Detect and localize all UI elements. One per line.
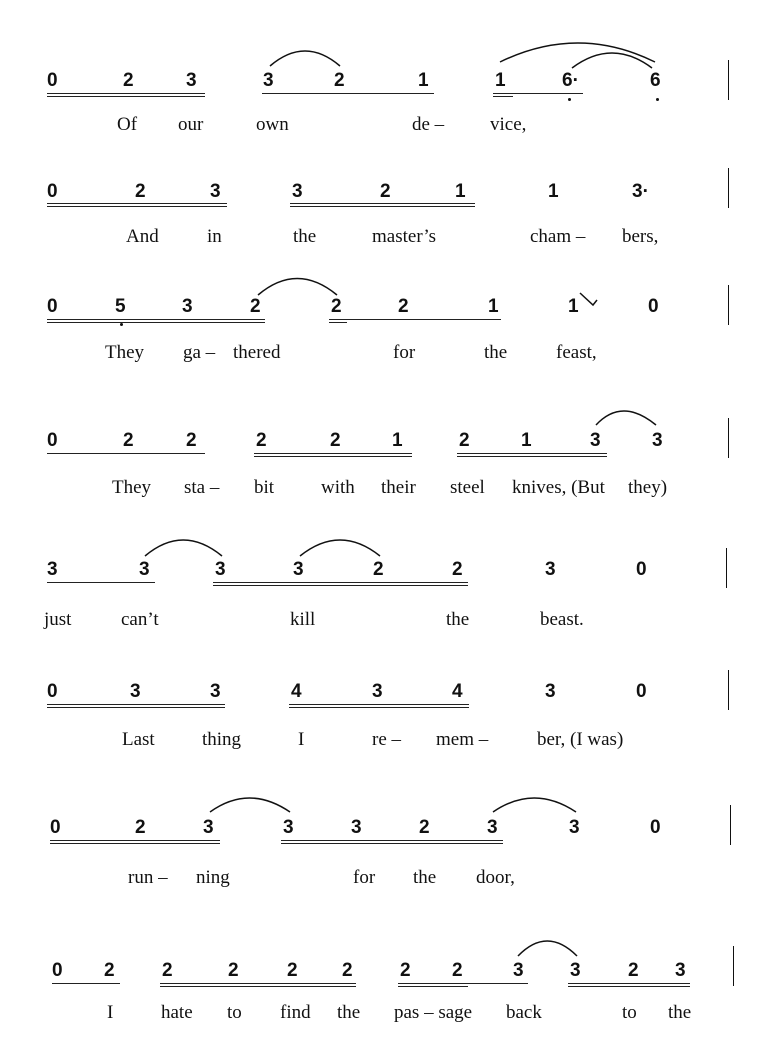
bar-line: [726, 548, 727, 588]
note: 2: [628, 960, 639, 981]
slur: [518, 941, 577, 956]
low-octave-dot: [568, 98, 571, 101]
lyric: back: [506, 1002, 542, 1023]
note: 1: [495, 70, 506, 91]
lyric: I: [107, 1002, 114, 1023]
note: 2: [330, 430, 341, 451]
lyric: steel: [450, 477, 485, 498]
note: 3: [372, 681, 383, 702]
slur: [493, 798, 576, 812]
note: 0: [52, 960, 63, 981]
beam-line: [160, 983, 356, 984]
beam-line: [493, 93, 583, 94]
note: 3: [203, 817, 214, 838]
lyric: pas – sage: [394, 1002, 473, 1023]
lyric: in: [207, 226, 222, 247]
lyric: the: [413, 867, 437, 888]
beam-line: [52, 983, 120, 984]
lyric: thing: [202, 729, 242, 750]
lyric: they): [628, 477, 668, 498]
slur: [258, 279, 337, 296]
note: 3: [293, 559, 304, 580]
note: 3·: [632, 181, 649, 202]
lyric: knives, (But: [512, 477, 605, 498]
slur: [500, 43, 655, 62]
lyric: for: [353, 867, 376, 888]
beam-line: [47, 322, 265, 323]
beam-line: [493, 96, 513, 97]
lyric: ga –: [183, 342, 216, 363]
note: 2: [123, 70, 134, 91]
lyric: beast.: [540, 609, 584, 630]
note: 2: [228, 960, 239, 981]
lyric: with: [321, 477, 355, 498]
lyric: the: [446, 609, 470, 630]
slur: [210, 798, 290, 812]
note: 2: [398, 296, 409, 317]
lyric: feast,: [556, 342, 597, 363]
note: 3: [545, 681, 556, 702]
note: 2: [373, 559, 384, 580]
lyric: ning: [196, 867, 230, 888]
slur: [596, 411, 656, 425]
beam-line: [213, 585, 468, 586]
note: 3: [263, 70, 274, 91]
note: 3: [545, 559, 556, 580]
lyric: their: [381, 477, 416, 498]
beam-line: [398, 986, 468, 987]
beam-line: [289, 707, 469, 708]
lyric: sta –: [184, 477, 220, 498]
note: 2: [186, 430, 197, 451]
lyric: door,: [476, 867, 515, 888]
lyric: the: [337, 1002, 361, 1023]
slur: [145, 540, 222, 556]
beam-line: [281, 843, 503, 844]
beam-line: [47, 319, 265, 320]
beam-line: [329, 319, 501, 320]
lyric: Last: [122, 729, 155, 750]
note: 3: [210, 681, 221, 702]
note: 3: [139, 559, 150, 580]
beam-line: [281, 840, 503, 841]
slur: [300, 540, 380, 556]
note: 3: [210, 181, 221, 202]
note: 1: [548, 181, 559, 202]
beam-line: [47, 203, 227, 204]
note: 4: [452, 681, 463, 702]
note: 2: [400, 960, 411, 981]
lyric: our: [178, 114, 204, 135]
lyric: ber, (I was): [537, 729, 624, 750]
lyric: kill: [290, 609, 316, 630]
note: 2: [380, 181, 391, 202]
lyric: the: [293, 226, 317, 247]
beam-line: [457, 453, 607, 454]
lyric: just: [44, 609, 72, 630]
note: 3: [182, 296, 193, 317]
lyric: I: [298, 729, 305, 750]
lyric: to: [622, 1002, 637, 1023]
lyric: mem –: [436, 729, 489, 750]
bar-line: [728, 60, 729, 100]
lyric: hate: [161, 1002, 193, 1023]
beam-line: [329, 322, 347, 323]
note: 3: [215, 559, 226, 580]
bar-line: [730, 805, 731, 845]
lyric: de –: [412, 114, 445, 135]
note: 2: [135, 181, 146, 202]
note: 6·: [562, 70, 579, 91]
beam-line: [254, 456, 412, 457]
note: 6: [650, 70, 661, 91]
note: 2: [123, 430, 134, 451]
note: 3: [570, 960, 581, 981]
note: 3: [186, 70, 197, 91]
beam-line: [213, 582, 468, 583]
lyric: And: [126, 226, 159, 247]
note: 0: [47, 296, 58, 317]
note: 2: [342, 960, 353, 981]
lyric: the: [668, 1002, 692, 1023]
note: 1: [521, 430, 532, 451]
beam-line: [47, 704, 225, 705]
beam-line: [254, 453, 412, 454]
beam-line: [160, 986, 356, 987]
beam-line: [568, 986, 690, 987]
low-octave-dot: [656, 98, 659, 101]
beam-line: [262, 93, 434, 94]
beam-line: [50, 843, 220, 844]
lyric: master’s: [372, 226, 437, 247]
bar-line: [728, 168, 729, 208]
note: 2: [459, 430, 470, 451]
low-octave-dot: [120, 323, 123, 326]
note: 0: [47, 430, 58, 451]
lyric: vice,: [490, 114, 527, 135]
note: 3: [569, 817, 580, 838]
beam-line: [568, 983, 690, 984]
note: 1: [418, 70, 429, 91]
note: 3: [652, 430, 663, 451]
lyric: They: [112, 477, 152, 498]
note: 0: [648, 296, 659, 317]
note: 1: [455, 181, 466, 202]
note: 2: [135, 817, 146, 838]
lyric: thered: [233, 342, 281, 363]
note: 3: [487, 817, 498, 838]
note: 3: [675, 960, 686, 981]
note: 3: [130, 681, 141, 702]
lyric: own: [256, 114, 289, 135]
note: 1: [392, 430, 403, 451]
note: 2: [256, 430, 267, 451]
note: 0: [650, 817, 661, 838]
lyric: find: [280, 1002, 311, 1023]
note: 2: [162, 960, 173, 981]
bar-line: [728, 285, 729, 325]
note: 2: [287, 960, 298, 981]
lyric: Of: [117, 114, 138, 135]
note: 3: [283, 817, 294, 838]
beam-line: [47, 96, 205, 97]
beam-line: [50, 840, 220, 841]
lyric: run –: [128, 867, 168, 888]
lyric: can’t: [121, 609, 159, 630]
lyric: bit: [254, 477, 275, 498]
lyric: the: [484, 342, 508, 363]
note: 2: [419, 817, 430, 838]
beam-line: [289, 704, 469, 705]
note: 4: [291, 681, 302, 702]
lyric: for: [393, 342, 416, 363]
bar-line: [733, 946, 734, 986]
lyric: re –: [372, 729, 402, 750]
note: 0: [47, 181, 58, 202]
beam-line: [398, 983, 528, 984]
beam-line: [47, 582, 155, 583]
note: 3: [292, 181, 303, 202]
note: 2: [452, 559, 463, 580]
lyric: bers,: [622, 226, 659, 247]
note: 0: [636, 559, 647, 580]
bar-line: [728, 418, 729, 458]
note: 0: [47, 70, 58, 91]
beam-line: [47, 93, 205, 94]
note: 5: [115, 296, 126, 317]
note: 3: [47, 559, 58, 580]
note: 1: [488, 296, 499, 317]
note: 3: [513, 960, 524, 981]
beam-line: [457, 456, 607, 457]
beam-line: [47, 453, 205, 454]
note: 2: [334, 70, 345, 91]
note: 0: [50, 817, 61, 838]
note: 0: [47, 681, 58, 702]
note: 3: [590, 430, 601, 451]
slur: [270, 51, 340, 66]
note: 0: [636, 681, 647, 702]
lyric: They: [105, 342, 145, 363]
note: 2: [104, 960, 115, 981]
breath-mark: [580, 293, 597, 305]
note: 2: [250, 296, 261, 317]
beam-line: [290, 206, 475, 207]
beam-line: [47, 206, 227, 207]
note: 1: [568, 296, 579, 317]
note: 2: [452, 960, 463, 981]
note: 3: [351, 817, 362, 838]
beam-line: [290, 203, 475, 204]
lyric: cham –: [530, 226, 586, 247]
beam-line: [47, 707, 225, 708]
lyric: to: [227, 1002, 242, 1023]
bar-line: [728, 670, 729, 710]
note: 2: [331, 296, 342, 317]
